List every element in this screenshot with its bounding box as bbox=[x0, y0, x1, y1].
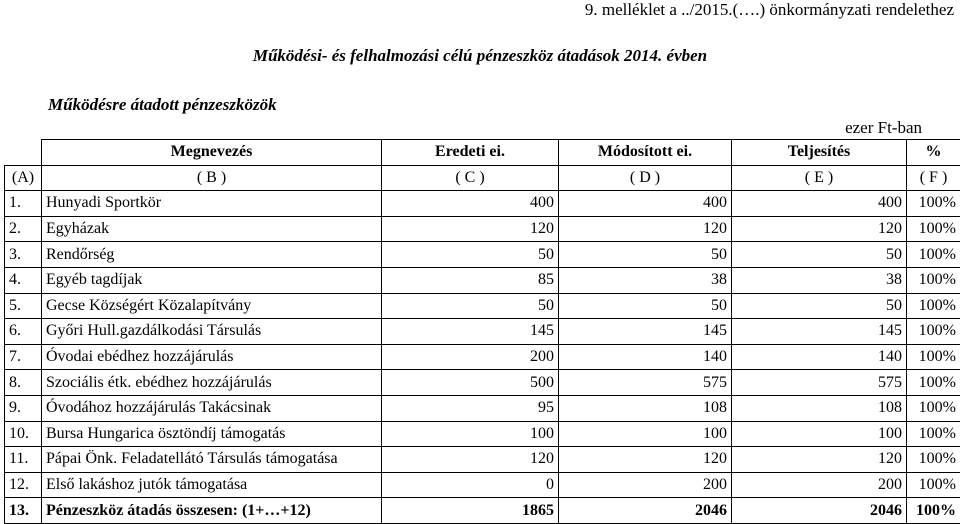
teljesites-cell: 120 bbox=[732, 447, 907, 473]
modositott-cell: 50 bbox=[559, 293, 732, 319]
row-name-cell: Első lakáshoz jutók támogatása bbox=[42, 472, 382, 498]
row-number-cell: 11. bbox=[5, 447, 42, 473]
eredeti-cell: 400 bbox=[382, 191, 559, 217]
column-header-name: Megnevezés bbox=[42, 140, 382, 166]
row-number-cell: 2. bbox=[5, 216, 42, 242]
unit-note: ezer Ft-ban bbox=[845, 118, 922, 138]
eredeti-cell: 200 bbox=[382, 344, 559, 370]
row-number-cell: 4. bbox=[5, 267, 42, 293]
column-code: ( D ) bbox=[559, 165, 732, 191]
transfer-table bbox=[4, 139, 960, 524]
row-name-cell: Óvodai ebédhez hozzájárulás bbox=[42, 344, 382, 370]
row-name-cell: Egyházak bbox=[42, 216, 382, 242]
teljesites-cell: 140 bbox=[732, 344, 907, 370]
eredeti-cell: 1865 bbox=[382, 498, 559, 524]
teljesites-cell: 2046 bbox=[732, 498, 907, 524]
column-header-row bbox=[5, 140, 960, 166]
table-row bbox=[5, 319, 960, 345]
document-title: Működési- és felhalmozási célú pénzeszköz átadások 2014. évben bbox=[0, 46, 960, 66]
eredeti-cell: 95 bbox=[382, 395, 559, 421]
table-row bbox=[5, 421, 960, 447]
teljesites-cell: 575 bbox=[732, 370, 907, 396]
section-title: Működésre átadott pénzeszközök bbox=[48, 95, 277, 115]
eredeti-cell: 50 bbox=[382, 242, 559, 268]
modositott-cell: 100 bbox=[559, 421, 732, 447]
teljesites-cell: 50 bbox=[732, 242, 907, 268]
teljesites-cell: 50 bbox=[732, 293, 907, 319]
row-number-cell: 7. bbox=[5, 344, 42, 370]
teljesites-cell: 200 bbox=[732, 472, 907, 498]
row-name-cell: Egyéb tagdíjak bbox=[42, 267, 382, 293]
row-number-cell: 12. bbox=[5, 472, 42, 498]
row-name-cell: Gecse Községért Közalapítvány bbox=[42, 293, 382, 319]
pct-cell: 100% bbox=[907, 421, 960, 447]
modositott-cell: 200 bbox=[559, 472, 732, 498]
table-row bbox=[5, 395, 960, 421]
eredeti-cell: 120 bbox=[382, 447, 559, 473]
pct-cell: 100% bbox=[907, 242, 960, 268]
column-code: ( E ) bbox=[732, 165, 907, 191]
column-code-row bbox=[5, 165, 960, 191]
pct-cell: 100% bbox=[907, 191, 960, 217]
table-row bbox=[5, 293, 960, 319]
modositott-cell: 120 bbox=[559, 447, 732, 473]
pct-cell: 100% bbox=[907, 498, 960, 524]
modositott-cell: 50 bbox=[559, 242, 732, 268]
table-row bbox=[5, 191, 960, 217]
modositott-cell: 38 bbox=[559, 267, 732, 293]
column-code: ( C ) bbox=[382, 165, 559, 191]
teljesites-cell: 145 bbox=[732, 319, 907, 345]
table-row bbox=[5, 447, 960, 473]
pct-cell: 100% bbox=[907, 395, 960, 421]
table-row bbox=[5, 267, 960, 293]
eredeti-cell: 145 bbox=[382, 319, 559, 345]
eredeti-cell: 500 bbox=[382, 370, 559, 396]
column-code: ( F ) bbox=[907, 165, 960, 191]
pct-cell: 100% bbox=[907, 447, 960, 473]
row-name-cell: Óvodához hozzájárulás Takácsinak bbox=[42, 395, 382, 421]
pct-cell: 100% bbox=[907, 344, 960, 370]
column-header-modositott: Módosított ei. bbox=[559, 140, 732, 166]
table-row bbox=[5, 472, 960, 498]
column-header-teljesites: Teljesítés bbox=[732, 140, 907, 166]
table-row bbox=[5, 370, 960, 396]
modositott-cell: 2046 bbox=[559, 498, 732, 524]
teljesites-cell: 400 bbox=[732, 191, 907, 217]
teljesites-cell: 108 bbox=[732, 395, 907, 421]
row-name-cell: Győri Hull.gazdálkodási Társulás bbox=[42, 319, 382, 345]
modositott-cell: 400 bbox=[559, 191, 732, 217]
row-name-cell: Hunyadi Sportkör bbox=[42, 191, 382, 217]
pct-cell: 100% bbox=[907, 472, 960, 498]
row-number-cell: 13. bbox=[5, 498, 42, 524]
pct-cell: 100% bbox=[907, 267, 960, 293]
row-number-cell: 8. bbox=[5, 370, 42, 396]
eredeti-cell: 85 bbox=[382, 267, 559, 293]
teljesites-cell: 100 bbox=[732, 421, 907, 447]
row-name-cell: Pápai Önk. Feladatellátó Társulás támogatása bbox=[42, 447, 382, 473]
row-name-cell: Szociális étk. ebédhez hozzájárulás bbox=[42, 370, 382, 396]
column-code: (A) bbox=[5, 165, 42, 191]
modositott-cell: 140 bbox=[559, 344, 732, 370]
row-name-cell: Pénzeszköz átadás összesen: (1+…+12) bbox=[42, 498, 382, 524]
column-header-pct: % bbox=[907, 140, 960, 166]
column-header-eredeti: Eredeti ei. bbox=[382, 140, 559, 166]
table-row bbox=[5, 242, 960, 268]
table-row bbox=[5, 216, 960, 242]
header-note: 9. melléklet a ../2015.(….) önkormányzati rendelethez bbox=[585, 0, 954, 20]
row-number-cell: 1. bbox=[5, 191, 42, 217]
column-code: ( B ) bbox=[42, 165, 382, 191]
row-number-cell: 5. bbox=[5, 293, 42, 319]
pct-cell: 100% bbox=[907, 319, 960, 345]
eredeti-cell: 0 bbox=[382, 472, 559, 498]
row-number-cell: 9. bbox=[5, 395, 42, 421]
teljesites-cell: 38 bbox=[732, 267, 907, 293]
modositott-cell: 145 bbox=[559, 319, 732, 345]
row-number-cell: 3. bbox=[5, 242, 42, 268]
table-row bbox=[5, 344, 960, 370]
teljesites-cell: 120 bbox=[732, 216, 907, 242]
row-number-cell: 10. bbox=[5, 421, 42, 447]
row-name-cell: Rendőrség bbox=[42, 242, 382, 268]
pct-cell: 100% bbox=[907, 216, 960, 242]
eredeti-cell: 50 bbox=[382, 293, 559, 319]
modositott-cell: 575 bbox=[559, 370, 732, 396]
row-number-cell: 6. bbox=[5, 319, 42, 345]
pct-cell: 100% bbox=[907, 370, 960, 396]
modositott-cell: 120 bbox=[559, 216, 732, 242]
header-blank-cell bbox=[5, 140, 42, 166]
pct-cell: 100% bbox=[907, 293, 960, 319]
modositott-cell: 108 bbox=[559, 395, 732, 421]
eredeti-cell: 120 bbox=[382, 216, 559, 242]
eredeti-cell: 100 bbox=[382, 421, 559, 447]
row-name-cell: Bursa Hungarica ösztöndíj támogatás bbox=[42, 421, 382, 447]
